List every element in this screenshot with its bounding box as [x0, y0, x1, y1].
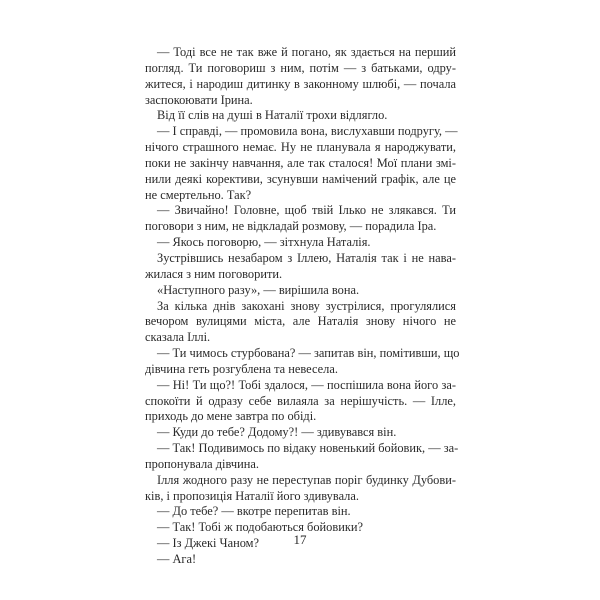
paragraph	[145, 441, 459, 473]
text-line: Від її слів на душі в Наталії трохи відлягло.	[157, 108, 388, 123]
text-line: поговори з ним, не відкладай розмову, — порадила Іра.	[145, 219, 437, 234]
text-line: ків, і пропозиція Наталії його здивувала.	[145, 488, 359, 503]
text-line: вечором вулицями міста, але Наталія знову нічого не	[145, 314, 456, 329]
paragraph	[145, 378, 456, 426]
paragraph	[145, 552, 456, 568]
text-line: За кілька днів закохані знову зустрілися, прогулялися	[157, 298, 456, 313]
text-line: Зустрівшись незабаром з Іллею, Наталія так і не нава-	[157, 250, 456, 265]
text-line: — Так! Подивимось по відаку новенький бойовик, — за-	[157, 441, 459, 456]
text-line: — Ти чимось стурбована? — запитав він, помітивши, що	[157, 346, 460, 361]
paragraph	[145, 283, 456, 299]
text-line: нили деякі корективи, зсунувши намічений графік, але це	[145, 171, 456, 186]
paragraph	[145, 473, 456, 505]
paragraph	[145, 45, 456, 108]
text-line: спокоїти й одразу себе вилаяла за нерішучість. — Ілле,	[145, 393, 456, 408]
paragraph	[145, 124, 456, 203]
text-line: не смертельно. Так?	[145, 187, 252, 202]
text-line: погляд. Ти поговориш з ним, потім — з батьками, одру-	[145, 60, 456, 75]
text-line: — Ні! Ти що?! Тобі здалося, — поспішила вона його за-	[157, 377, 456, 392]
text-line: дівчина геть розгублена та невесела.	[145, 361, 338, 376]
text-line: — Якось поговорю, — зітхнула Наталія.	[157, 235, 371, 250]
paragraph	[145, 108, 456, 124]
text-line: приходь до мене завтра по обіді.	[145, 409, 317, 424]
text-line: нічого страшного немає. Ну не планувала я народжувати,	[145, 140, 456, 155]
text-line: житеся, і народиш дитинку в законному шлюбі, — почала	[145, 76, 456, 91]
text-line: поки не закінчу навчання, але так сталося! Мої плани змі-	[145, 155, 456, 170]
text-line: сказала Іллі.	[145, 330, 211, 345]
text-line: — До тебе? — вкотре перепитав він.	[157, 504, 351, 519]
page-body-text	[145, 45, 460, 568]
paragraph	[145, 235, 456, 251]
text-line: жилася з ним поговорити.	[145, 266, 283, 281]
paragraph	[145, 299, 456, 347]
paragraph	[145, 425, 456, 441]
text-line: — Тоді все не так вже й погано, як здається на перший	[157, 45, 456, 59]
text-line: — Куди до тебе? Додому?! — здивувався він.	[157, 425, 397, 440]
text-line: — Так! Тобі ж подобаються бойовики?	[157, 520, 364, 535]
text-line: — Звичайно! Головне, щоб твій Ілько не злякався. Ти	[157, 203, 456, 218]
paragraph	[145, 251, 456, 283]
paragraph	[145, 504, 456, 520]
paragraph	[145, 346, 460, 378]
text-line: заспокоювати Ірина.	[145, 92, 253, 107]
text-line: — І справді, — промовила вона, вислухавши подругу, —	[157, 124, 458, 139]
text-line: Ілля жодного разу не переступав поріг будинку Дубови-	[157, 472, 456, 487]
text-line: пропонувала дівчина.	[145, 456, 259, 471]
paragraph	[145, 203, 456, 235]
text-line: — Ага!	[157, 552, 197, 566]
text-line: — Із Джекі Чаном?	[157, 536, 259, 551]
text-line: «Наступного разу», — вирішила вона.	[157, 282, 360, 297]
page-number: 17	[293, 532, 307, 547]
